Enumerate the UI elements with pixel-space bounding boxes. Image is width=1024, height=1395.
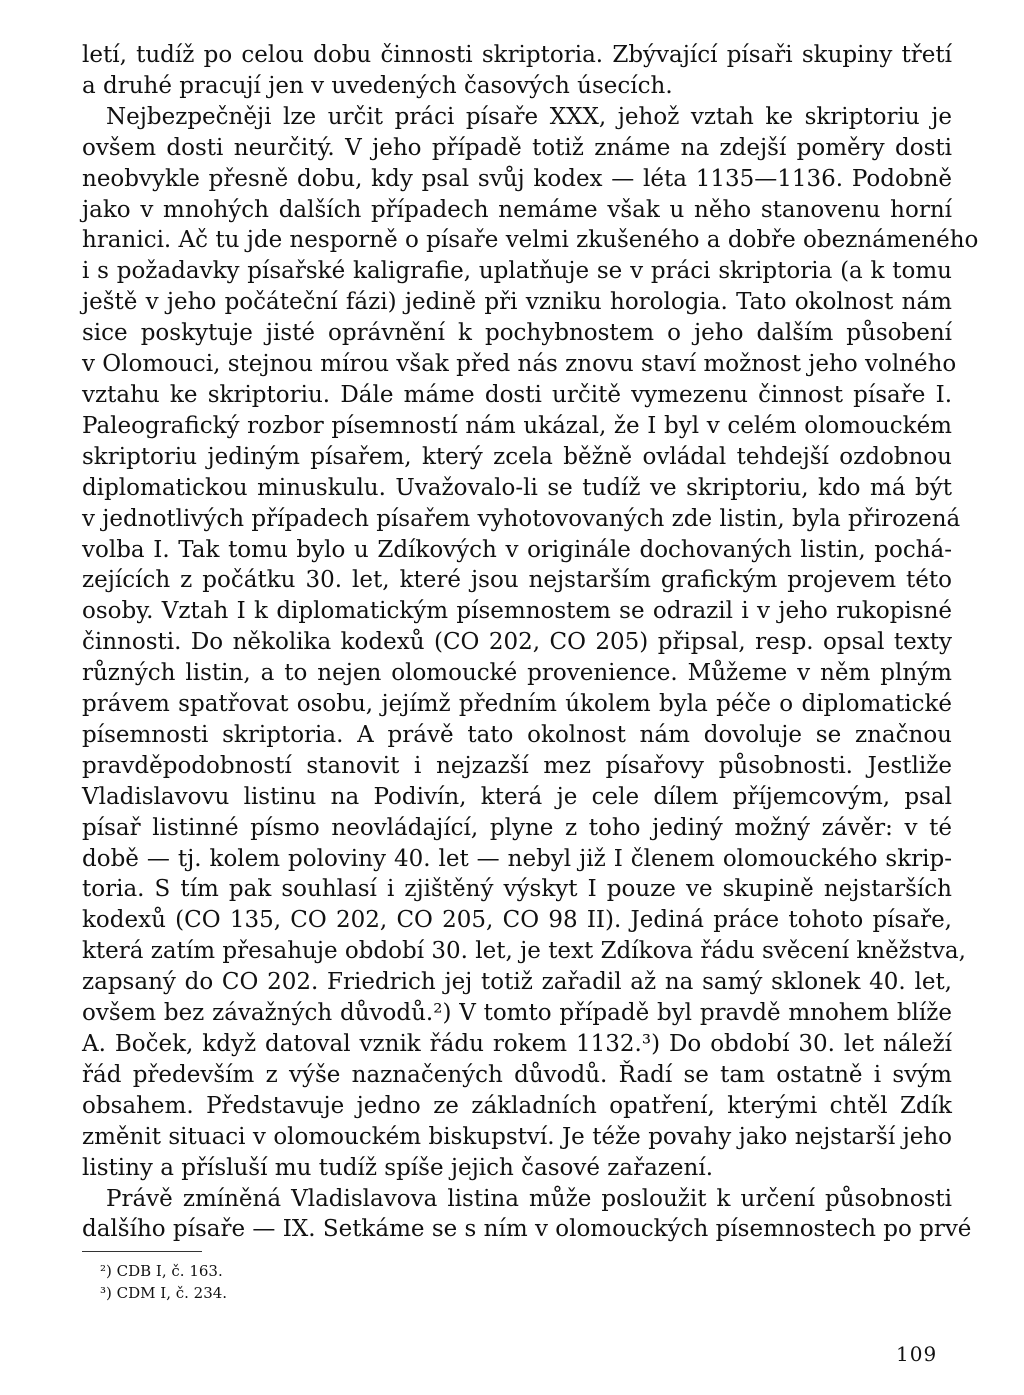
text-line: volba I. Tak tomu bylo u Zdíkových v originále dochovaných listin, pochá- — [82, 536, 952, 563]
paragraph-1 — [82, 40, 979, 1184]
text-line: v Olomouci, stejnou mírou však před nás znovu staví možnost jeho volného — [82, 351, 957, 378]
text-line: toria. S tím pak souhlasí i zjištěný výskyt I pouze ve skupině nejstarších — [82, 876, 952, 903]
text-line: kodexů (CO 135, CO 202, CO 205, CO 98 II). Jediná práce tohoto písaře, — [82, 907, 952, 934]
text-line: různých listin, a to nejen olomoucké provenience. Můžeme v něm plným — [82, 660, 952, 687]
footnote: ²) CDB I, č. 163. — [100, 1262, 223, 1280]
text-line: Vladislavovu listinu na Podivín, která je cele dílem příjemcovým, psal — [82, 783, 952, 810]
text-line: Právě zmíněná Vladislavova listina může posloužit k určení působnosti — [106, 1185, 952, 1212]
text-line: osoby. Vztah I k diplomatickým písemnostem se odrazil i v jeho rukopisné — [82, 598, 952, 625]
text-line: řád především z výše naznačených důvodů. Řadí se tam ostatně i svým — [82, 1061, 952, 1088]
text-line: a druhé pracují jen v uvedených časových úsecích. — [82, 72, 673, 99]
text-line: ovšem bez závažných důvodů.²) V tomto případě byl pravdě mnohem blíže — [82, 1000, 952, 1027]
text-line: Paleografický rozbor písemností nám ukázal, že I byl v celém olomouckém — [82, 412, 952, 439]
text-line: diplomatickou minuskulu. Uvažovalo-li se tudíž ve skriptoriu, kdo má být — [82, 474, 952, 501]
text-line: dalšího písaře — IX. Setkáme se s ním v olomouckých písemnostech po prvé — [82, 1216, 972, 1243]
paragraph-2 — [82, 1184, 972, 1246]
footnote-divider — [82, 1251, 202, 1252]
text-line: neobvykle přesně dobu, kdy psal svůj kodex — léta 1135—1136. Podobně — [82, 165, 952, 192]
text-line: vztahu ke skriptoriu. Dále máme dosti určitě vymezenu činnost písaře I. — [82, 381, 952, 408]
text-line: i s požadavky písařské kaligrafie, uplatňuje se v práci skriptoria (a k tomu — [82, 258, 952, 285]
footnote: ³) CDM I, č. 234. — [100, 1284, 228, 1302]
text-line: sice poskytuje jisté oprávnění k pochybnostem o jeho dalším působení — [82, 320, 952, 347]
text-line: době — tj. kolem poloviny 40. let — nebyl již I členem olomouckého skrip- — [82, 845, 952, 872]
text-line: činnosti. Do několika kodexů (CO 202, CO 205) připsal, resp. opsal texty — [82, 629, 952, 656]
text-line: Nejbezpečněji lze určit práci písaře XXX, jehož vztah ke skriptoriu je — [106, 103, 952, 130]
text-line: obsahem. Představuje jedno ze základních opatření, kterými chtěl Zdík — [82, 1092, 952, 1119]
text-line: zejících z počátku 30. let, které jsou nejstarším grafickým projevem této — [82, 567, 952, 594]
text-line: právem spatřovat osobu, jejímž předním úkolem byla péče o diplomatické — [82, 691, 952, 718]
text-line: jako v mnohých dalších případech nemáme však u něho stanovenu horní — [82, 196, 952, 223]
text-line: ovšem dosti neurčitý. V jeho případě totiž známe na zdejší poměry dosti — [82, 134, 952, 161]
text-line: pravděpodobností stanovit i nejzazší mez písařovy působnosti. Jestliže — [82, 752, 952, 779]
footnotes — [100, 1260, 227, 1304]
text-line: listiny a přísluší mu tudíž spíše jejich časové zařazení. — [82, 1154, 714, 1181]
text-line: zapsaný do CO 202. Friedrich jej totiž zařadil až na samý sklonek 40. let, — [82, 969, 952, 996]
text-line: písemnosti skriptoria. A právě tato okolnost nám dovoluje se značnou — [82, 721, 952, 748]
text-line: hranici. Ač tu jde nesporně o písaře velmi zkušeného a dobře obeznámeného — [82, 227, 979, 254]
text-line: která zatím přesahuje období 30. let, je text Zdíkova řádu svěcení kněžstva, — [82, 938, 966, 965]
text-line: ještě v jeho počáteční fázi) jedině při vzniku horologia. Tato okolnost nám — [82, 289, 952, 316]
text-line: A. Boček, když datoval vznik řádu rokem 1132.³) Do období 30. let náleží — [82, 1031, 952, 1057]
text-line: skriptoriu jediným písařem, který zcela běžně ovládal tehdejší ozdobnou — [82, 443, 952, 470]
page-number: 109 — [896, 1342, 938, 1366]
text-line: změnit situaci v olomouckém biskupství. Je téže povahy jako nejstarší jeho — [82, 1123, 952, 1150]
text-line: letí, tudíž po celou dobu činnosti skriptoria. Zbývající písaři skupiny třetí — [82, 42, 952, 68]
page-body — [82, 40, 979, 1245]
text-line: v jednotlivých případech písařem vyhotovovaných zde listin, byla přirozená — [82, 505, 961, 532]
text-line: písař listinné písmo neovládající, plyne z toho jediný možný závěr: v té — [82, 814, 952, 841]
